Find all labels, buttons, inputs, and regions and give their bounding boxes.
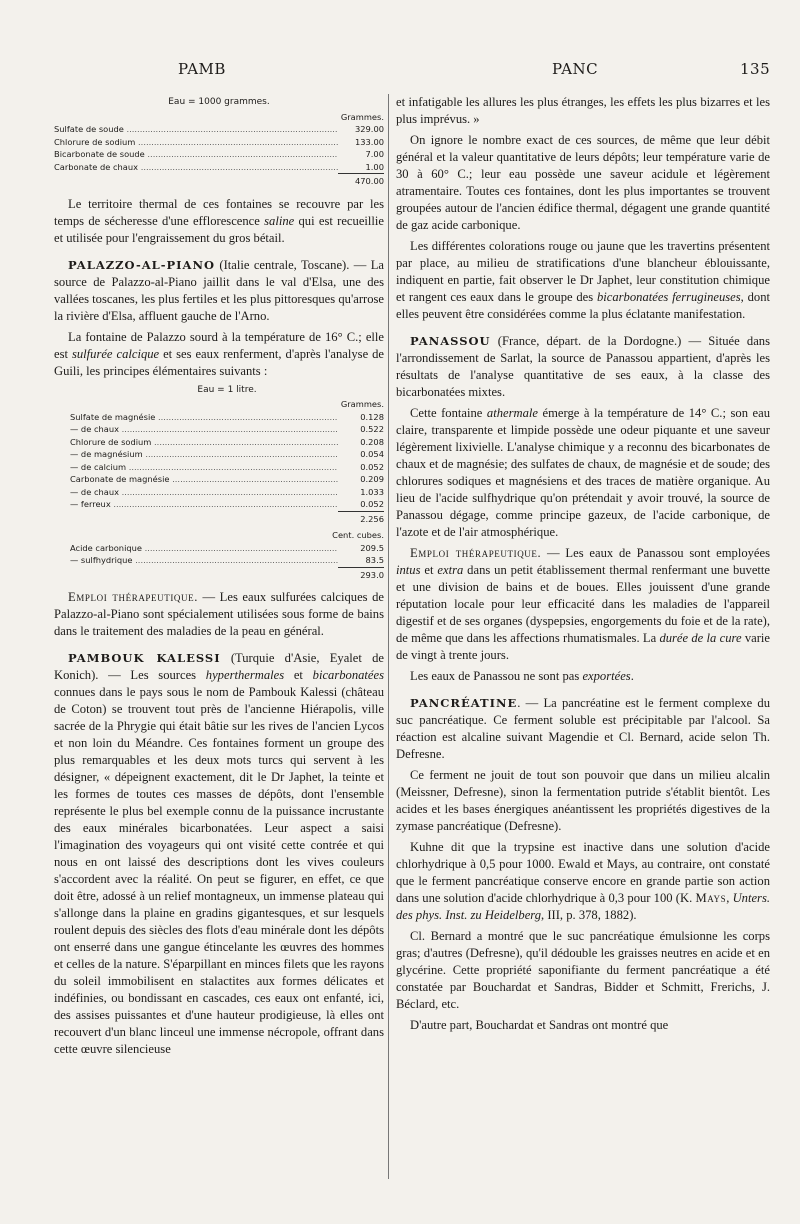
table-row: Carbonate de chaux ..... 1.00 (54, 161, 384, 174)
paragraph-exportees: Les eaux de Panassou ne sont pas exportées. (410, 669, 634, 683)
section-heading: Emploi thérapeutique. (68, 590, 198, 604)
entry-pancreatine: PANCRÉATINE. — La pancréatine est le ferment complexe du suc pancréatique. Ce ferment soluble est précipitable par l'alcool. Sa réaction est alcaline suivant Magendie et Cl. Bernard, acide selon Th. Defresne. (396, 696, 770, 761)
right-column (396, 94, 770, 1038)
entry-heading: PAMBOUK KALESSI (68, 651, 221, 665)
entry-heading: PALAZZO-AL-PIANO (68, 257, 216, 272)
entry-pambouk: PAMBOUK KALESSI (Turquie d'Asie, Eyalet de Konich). — Les sources hyperthermales et bicarbonatées connues dans le pays sous le nom de Pambouk Kalessi (château de Coton) se trouvent tout près de l'ancienne Hiérapolis, ville sacrée de la Phrygie qui était bâtie sur les rives de l'ancien Lycos et non loin du Méandre. Ces fontaines forment un groupe des plus remarquables et les deux mots turcs qui servent à les désigner, « dépeignent exactement, dit le Dr Japhet, la teinte et les formes de toutes ces masses de dépôts, dont l'ensemble représente le plus bel exemple connu de la puissance incrustante des eaux minérales bicarbonatées. Leur aspect a saisi l'imagination des voyageurs qui ont visité cette contrée et qui nous en ont laissé des descriptions dont les vives couleurs s'accordent avec la réalité. On peut se figurer, en effet, ce que doit être, adossé à un relief montagneux, un immense plateau qui s'allonge dans la plaine en gradins gigantesques, et sur lesquels roulent depuis des siècles des flots d'eau minérale dont les dépôts ont enserré dans une gangue étincelante les œuvres des hommes et celles de la nature. S'éparpillant en minces filets que les rayons du soleil immobilisent en stalactites aux formes délicates et indéfinies, ou bondissant en cascades, ces eaux ont enfanté, ici, des assises puissantes et d'une hauteur prodigieuse, là elles ont recouvert d'un blanc linceul une immense nécropole, offrant dans cette œuvre silencieuse (54, 651, 385, 1056)
table-row: — de chaux ..... 1.033 (70, 486, 384, 499)
paragraph-autre-part: D'autre part, Bouchardat et Sandras ont montré que (410, 1018, 669, 1032)
entry-heading: PANCRÉATINE (410, 696, 518, 710)
paragraph-kuhne: Kuhne dit que la trypsine est inactive dans une solution d'acide chlorhydrique à 0,5 pour 1000. Ewald et Mays, au contraire, ont constaté que le ferment pancréatique conserve encore en grande partie son action dans une solution d'acide chlorhydrique à 0,3 pour 100 (K. Mays, Unters. des phys. Inst. zu Heidelberg, III, p. 378, 1882). (396, 840, 771, 922)
table-row: — de chaux ..... 0.522 (70, 423, 384, 436)
paragraph-emploi-palazzo: Emploi thérapeutique. — Les eaux sulfurées calciques de Palazzo-al-Piano sont spécialement utilisées sous forme de bains dans le traitement des maladies de la peau en général. (54, 590, 384, 638)
table-total: 470.00 (54, 173, 384, 188)
table-row: Acide carbonique ..... 209.5 (70, 542, 384, 555)
composition-table-2 (54, 384, 384, 582)
paragraph-panassou-fontaine: Cette fontaine athermale émerge à la température de 14° C.; son eau claire, transparente et limpide possède une odeur piquante et une saveur légèrement lixivielle. L'analyse chimique y a reconnu des bicarbonates de chaux et de magnésie; des sulfates de chaux, de magnésie et de soude; des chlorures sodiques et magnésiens et des traces de matière organique. Au lieu de l'acide sulfhydrique qu'on prétendait y avoir trouvé, la source de Panassou dégage, comme principe gazeux, de l'acide carbonique, de l'azote et de l'air atmosphérique. (396, 406, 771, 539)
table-row: Carbonate de magnésie ..... 0.209 (70, 473, 384, 486)
table-row: — sulfhydrique ..... 83.5 (70, 554, 384, 567)
table-row: Chlorure de sodium ..... 0.208 (70, 436, 384, 449)
entry-heading: PANASSOU (410, 334, 491, 348)
table-row: Sulfate de soude ..... 329.00 (54, 123, 384, 136)
table-row: Sulfate de magnésie ..... 0.128 (70, 411, 384, 424)
section-heading: Emploi thérapeutique. (410, 546, 542, 560)
left-column (54, 94, 384, 1062)
table-row: Chlorure de sodium ..... 133.00 (54, 136, 384, 149)
table-row: — de magnésium ..... 0.054 (70, 448, 384, 461)
table-total: 293.0 (70, 567, 384, 582)
table-unit: Cent. cubes. (332, 530, 384, 540)
table-caption: Eau = 1000 grammes. (168, 97, 270, 107)
running-head-right: PANC (552, 60, 599, 78)
paragraph-ferment: Ce ferment ne jouit de tout son pouvoir que dans un milieu alcalin (Meissner, Defresne), sinon la fermentation putride s'établit bientôt. Les acides et les bases énergiques anéantissent les propriétés digestives de la zymase pancréatique (Defresne). (396, 768, 770, 833)
composition-table-1 (54, 96, 384, 188)
table-row: — ferreux ..... 0.052 (70, 498, 384, 511)
paragraph-bernard: Cl. Bernard a montré que le suc pancréatique émulsionne les corps gras; d'autres (Defresne), qu'il dédouble les graisses neutres en acide et en glycérine. Cette propriété saponifiante du ferment pancréatique a été constatée par Bouchardat et Sandras, Bidder et Schmitt, Frerichs, J. Béclard, etc. (396, 929, 770, 1011)
paragraph-emploi-panassou: Emploi thérapeutique. — Les eaux de Panassou sont employées intus et extra dans un petit établissement thermal renfermant une buvette et une division de bains et de boues. Elles jouissent d'une grande réputation locale pour leur efficacité dans les maladies de l'appareil digestif et de ses organes (dyspepsies, engorgements du foie et de la rate), de même que dans les affections rhumatismales. La durée de la cure varie de vingt à trente jours. (396, 546, 771, 662)
running-head-left: PAMB (178, 60, 226, 78)
column-divider (388, 94, 389, 1179)
table-row: Bicarbonate de soude ..... 7.00 (54, 148, 384, 161)
paragraph-continued: et infatigable les allures les plus étranges, les effets les plus bizarres et les plus imprévus. » (396, 95, 770, 126)
page-number: 135 (740, 60, 771, 78)
table-row: — de calcium ..... 0.052 (70, 461, 384, 474)
table-total: 2.256 (70, 511, 384, 526)
entry-palazzo: PALAZZO-AL-PIANO (Italie centrale, Toscane). — La source de Palazzo-al-Piano jaillit dans le val d'Elsa, une des vallées toscanes, les plus fertiles et les plus pittoresques qu'arrose la rivière d'Elsa, affluent gauche de l'Arno. (54, 257, 384, 323)
paragraph-palazzo-2: La fontaine de Palazzo sourd à la température de 16° C.; elle est sulfurée calcique et ses eaux renferment, d'après l'analyse de Guili, les principes élémentaires suivants : (54, 329, 384, 378)
table-caption: Eau = 1 litre. (197, 384, 257, 395)
paragraph-territoire: Le territoire thermal de ces fontaines se recouvre par les temps de sécheresse d'une efflorescence saline qui est recueillie et utilisée pour l'engraissement du gros bétail. (54, 196, 384, 245)
table-unit: Grammes. (340, 399, 384, 409)
entry-panassou: PANASSOU (France, départ. de la Dordogne.) — Située dans l'arrondissement de Sarlat, la source de Panassou appartient, d'après les résultats de l'analyse quantitative de ses eaux, à la classe des bicarbonatées mixtes. (396, 334, 770, 399)
paragraph-colorations: Les différentes colorations rouge ou jaune que les travertins présentent par place, au milieu de stratifications d'une blancheur éblouissante, indiquent en partie, fait observer le Dr Japhet, leur constitution chimique et rangent ces eaux dans le groupe des bicarbonatées ferrugineuses, dont elles peuvent être considérées comme la plus éclatante manifestation. (396, 239, 771, 321)
table-unit: Grammes. (340, 111, 384, 122)
paragraph-sources: On ignore le nombre exact de ces sources, de même que leur débit général et la valeur quantitative de leurs dépôts; leur température varie de 30 à 60° C.; leur eau possède une saveur acidule et légèrement atramentaire. Toutes ces fontaines, dont les plus importantes se trouvent groupées autour de l'ancien édifice thermal, dégagent une grande quantité de gaz acide carbonique. (396, 133, 770, 232)
